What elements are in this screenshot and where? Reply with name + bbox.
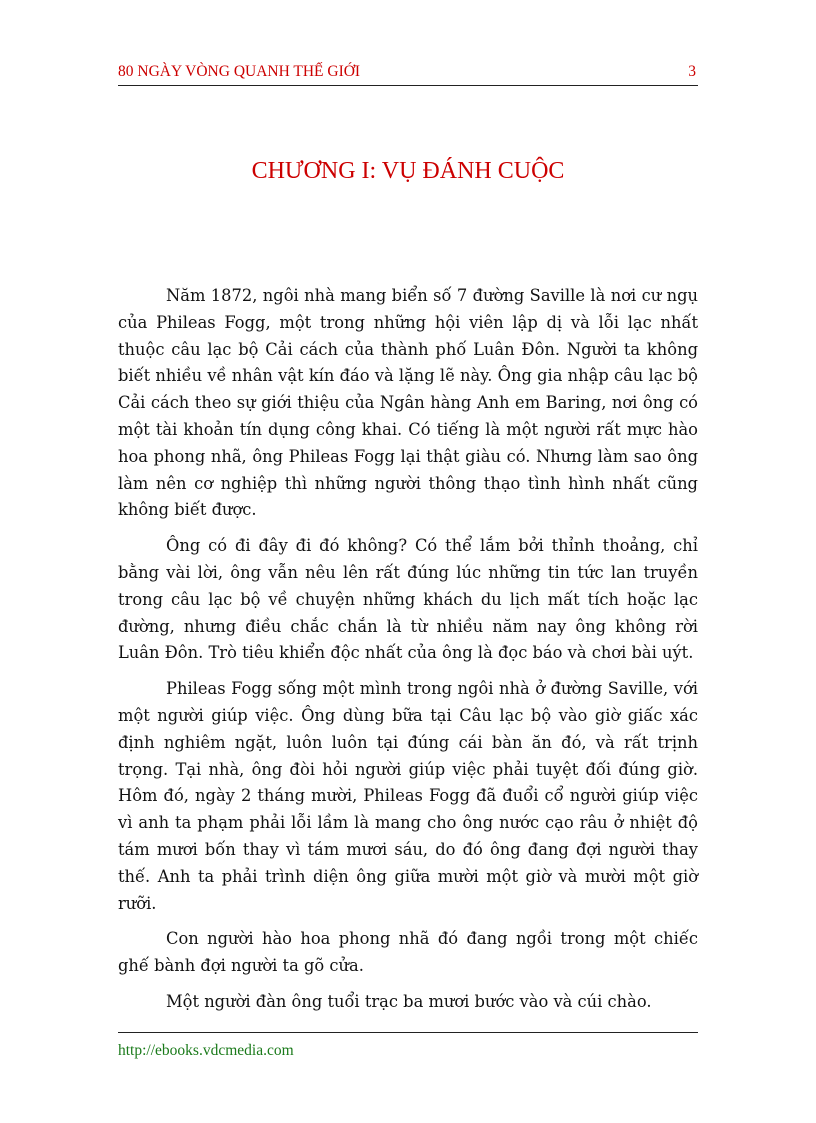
footer-divider [118, 1032, 698, 1033]
body-text [118, 283, 698, 1025]
chapter-title: CHƯƠNG I: VỤ ĐÁNH CUỘC [251, 158, 565, 184]
paragraph: Con người hào hoa phong nhã đó đang ngồi trong một chiếc ghế bành đợi người ta gõ cửa. [118, 929, 698, 976]
footer-link[interactable]: http://ebooks.vdcmedia.com [118, 1042, 294, 1059]
paragraph: Một người đàn ông tuổi trạc ba mươi bước vào và cúi chào. [166, 991, 652, 1011]
running-header [118, 63, 698, 85]
book-title: 80 NGÀY VÒNG QUANH THẾ GIỚI [118, 63, 361, 80]
paragraph: Ông có đi đây đi đó không? Có thể lắm bởi thỉnh thoảng, chỉ bằng vài lời, ông vẫn nêu lên rất đúng lúc những tin tức lan truyền trong câu lạc bộ về chuyện những khách du lịch mất tích hoặc lạc đường, nhưng điều chắc chắn là từ nhiều năm nay ông không rời Luân Đôn. Trò tiêu khiển độc nhất của ông là đọc báo và chơi bài uýt. [118, 536, 698, 663]
paragraph: Phileas Fogg sống một mình trong ngôi nhà ở đường Saville, với một người giúp việc. Ông dùng bữa tại Câu lạc bộ vào giờ giấc xác định nghiêm ngặt, luôn luôn tại đúng cái bàn ăn đó, và rất trịnh trọng. Tại nhà, ông đòi hỏi người giúp việc phải tuyệt đối đúng giờ. Hôm đó, ngày 2 tháng mười, Phileas Fogg đã đuổi cổ người giúp việc vì anh ta phạm phải lỗi lầm là mang cho ông nước cạo râu ở nhiệt độ tám mươi bốn thay vì tám mươi sáu, do đó ông đang đợi người thay thế. Anh ta phải trình diện ông giữa mười một giờ và mười một giờ rưỡi. [118, 679, 698, 913]
paragraph: Năm 1872, ngôi nhà mang biển số 7 đường Saville là nơi cư ngụ của Phileas Fogg, một trong những hội viên lập dị và lỗi lạc nhất thuộc câu lạc bộ Cải cách của thành phố Luân Đôn. Người ta không biết nhiều về nhân vật kín đáo và lặng lẽ này. Ông gia nhập câu lạc bộ Cải cách theo sự giới thiệu của Ngân hàng Anh em Baring, nơi ông có một tài khoản tín dụng công khai. Có tiếng là một người rất mực hào hoa phong nhã, ông Phileas Fogg lại thật giàu có. Nhưng làm sao ông làm nên cơ nghiệp thì những người thông thạo tình hình nhất cũng không biết được. [118, 286, 698, 520]
header-divider [118, 85, 698, 86]
page-number: 3 [688, 63, 696, 80]
